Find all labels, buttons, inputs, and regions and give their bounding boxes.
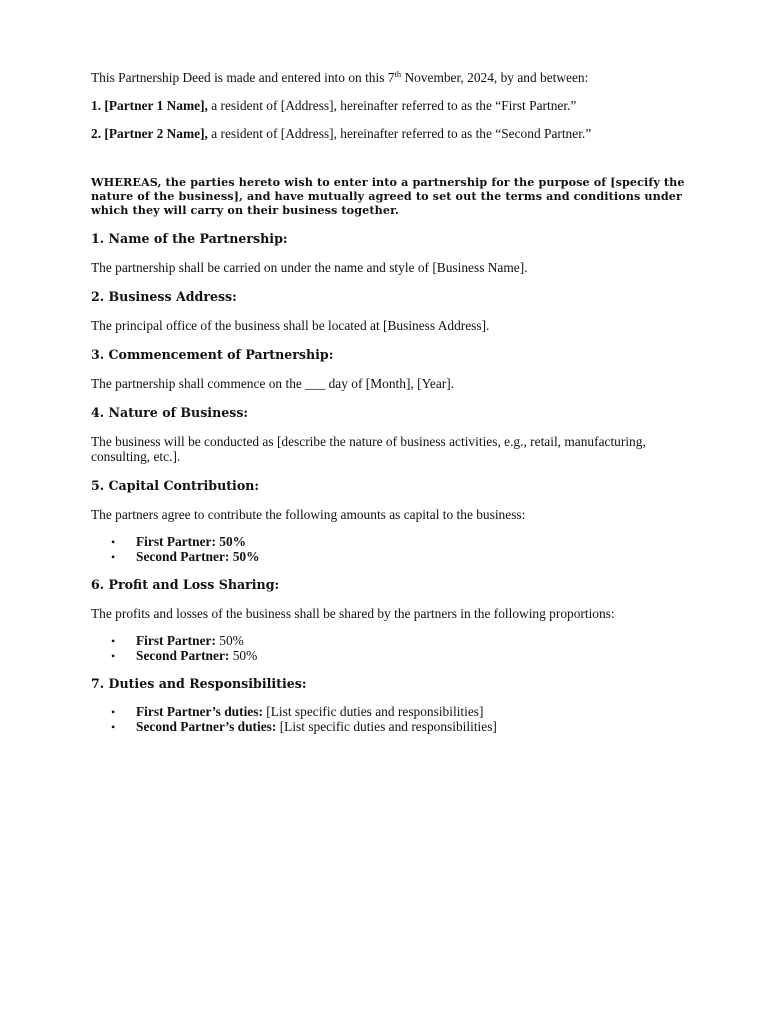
section-1-text: The partnership shall be carried on under the name and style of [Business Name]. [91, 260, 528, 275]
list-item [91, 535, 691, 550]
list-item-value: 50% [229, 647, 258, 663]
section-1-heading: 1. Name of the Partnership: [91, 231, 288, 246]
section-7-heading: 7. Duties and Responsibilities: [91, 676, 307, 691]
date-ordinal-suffix: th [394, 69, 402, 79]
capital-list [91, 535, 691, 564]
bullet-icon: • [111, 705, 116, 719]
list-item-text: Second Partner: 50% [136, 548, 260, 564]
list-item-label: Second Partner: [136, 647, 230, 663]
list-item-label: Second Partner’s duties: [136, 718, 277, 734]
section-2-text: The principal office of the business shall be located at [Business Address]. [91, 318, 490, 333]
list-item [91, 649, 691, 664]
profit-sharing-list [91, 634, 691, 663]
section-4-heading: 4. Nature of Business: [91, 405, 249, 420]
whereas-clause: WHEREAS, the parties hereto wish to enter into a partnership for the purpose of [specify the nature of the business], and have mutually agreed to set out the terms and conditions under which they will carry on their business together. [91, 175, 685, 217]
list-item-value: [List specific duties and responsibilities] [262, 704, 484, 719]
list-item [91, 720, 691, 735]
section-3-heading: 3. Commencement of Partnership: [91, 347, 334, 362]
list-item-value: 50% [215, 633, 244, 648]
list-item [91, 634, 691, 649]
list-item-label: First Partner: [136, 633, 216, 648]
party-1-details: a resident of [Address], hereinafter referred to as the “First Partner.” [207, 98, 577, 113]
party-2-details: a resident of [Address], hereinafter referred to as the “Second Partner.” [207, 126, 592, 141]
duties-list [91, 705, 691, 734]
party-2 [91, 126, 691, 141]
intro-text: This Partnership Deed is made and entered into on this 7 [91, 70, 395, 85]
party-2-name: 2. [Partner 2 Name], [91, 126, 208, 141]
section-5-heading: 5. Capital Contribution: [91, 478, 260, 493]
party-1 [91, 98, 691, 113]
section-6-heading: 6. Profit and Loss Sharing: [91, 577, 280, 592]
section-6-text: The profits and losses of the business shall be shared by the partners in the following proportions: [91, 606, 615, 621]
intro-text-end: November, 2024, by and between: [401, 70, 589, 85]
party-1-name: 1. [Partner 1 Name], [91, 98, 208, 113]
list-item [91, 550, 691, 565]
bullet-icon: • [111, 634, 116, 648]
intro-paragraph [91, 70, 691, 85]
list-item-value: [List specific duties and responsibilities] [276, 718, 497, 734]
list-item [91, 705, 691, 720]
section-3-text: The partnership shall commence on the ___ day of [Month], [Year]. [91, 376, 455, 391]
list-item-text: First Partner: 50% [136, 534, 247, 549]
document-page [91, 70, 691, 747]
section-5-text: The partners agree to contribute the following amounts as capital to the business: [91, 507, 526, 522]
bullet-icon: • [111, 648, 116, 663]
bullet-icon: • [111, 719, 116, 734]
list-item-label: First Partner’s duties: [136, 704, 263, 719]
section-2-heading: 2. Business Address: [91, 289, 237, 304]
section-4-text: The business will be conducted as [describe the nature of business activities, e.g., retail, manufacturing, consulting, etc.]. [91, 434, 646, 464]
bullet-icon: • [111, 535, 116, 549]
bullet-icon: • [111, 549, 116, 564]
